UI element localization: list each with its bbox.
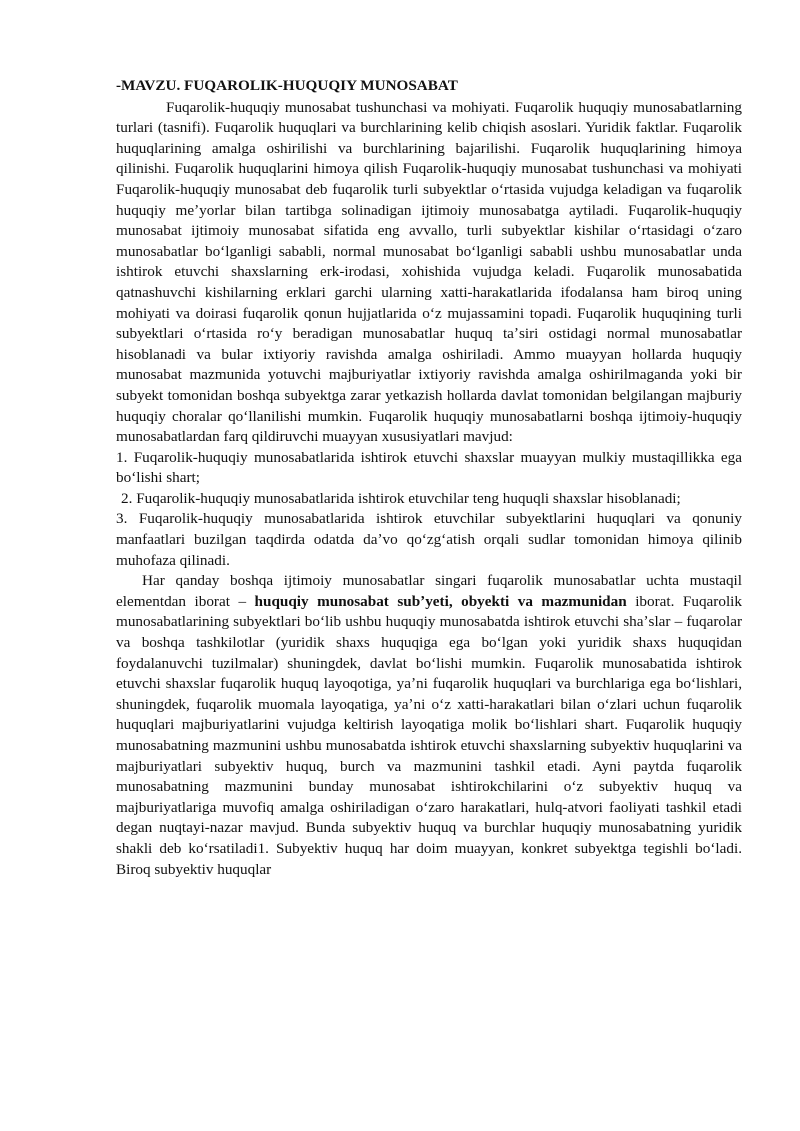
paragraph-elements-rest: iborat. Fuqarolik munosabatlarining subyektlari boʻlib ushbu huquqiy munosabatda ishtirok etuvchi shaʼslar – fuqarolar va boshqa tashkilotlar (yuridik shaxs huquqiga ega boʻlgan yoki yuridik shaxs huquqidan foydalanuvchi tuzilmalar) shuningdek, davlat boʻlishi mumkin. Fuqarolik munosabatida ishtirok etuvchi shaxslar fuqarolik huquq layoqotiga, yaʼni fuqarolik huquqlari va burchlariga ega boʻlishlari, shuningdek, fuqarolik muomala layoqatiga, yaʼni oʻz xatti-harakatlari bilan oʻzlari uchun fuqarolik huquqlari majburiyatlarini vujudga keltirish layoqatiga molik boʻlishlari shart. Fuqarolik huquqiy munosabatning mazmunini ushbu munosabatda ishtirok etuvchi shaxslarning subyektiv huquqlarini va majburiyatlari subyektiv huquq, burch va mazmunini tashkil etadi. Ayni paytda fuqarolik munosabatning mazmunini bunday munosabat ishtirokchilarini oʻz subyektiv huquq va majburiyatlariga muvofiq amalga oshiriladigan oʻzaro harakatlari, hulq-atvori faoliyati tashkil etadi degan nuqtayi-nazar mavjud. Bunda subyektiv huquq va burchlar huquqiy munosabatning yuridik shakli deb koʻrsatiladi1. Subyektiv huquq har doim muayyan, konkret subyektga tegishli boʻladi. Biroq subyektiv huquqlar [116, 592, 742, 878]
document-page [116, 76, 742, 880]
list-item-3: 3. Fuqarolik-huquqiy munosabatlarida ishtirok etuvchilar subyektlarini huquqlari va qonuniy manfaatlari buzilgan taqdirda odatda daʼvo qoʻzgʻatish orqali sudlar tomonidan himoya qilinib muhofaza qilinadi. [116, 510, 742, 569]
list-item-1: 1. Fuqarolik-huquqiy munosabatlarida ishtirok etuvchi shaxslar muayyan mulkiy mustaqillikka ega boʻlishi shart; [116, 448, 742, 487]
paragraph-elements-bold: huquqiy munosabat subʼyeti, obyekti va mazmunidan [254, 592, 627, 610]
list-item-2: 2. Fuqarolik-huquqiy munosabatlarida ishtirok etuvchilar teng huquqli shaxslar hisoblanadi; [121, 489, 681, 507]
paragraph-intro: Fuqarolik-huquqiy munosabat tushunchasi va mohiyati. Fuqarolik huquqiy munosabatlarning turlari (tasnifi). Fuqarolik huquqlari va burchlarining kelib chiqish asoslari. Yuridik faktlar. Fuqarolik huquqlarining amalga oshirilishi va burchlarining bajarilishi. Fuqarolik huquqlarining himoya qilinishi. Fuqarolik huquqlarini himoya qilish Fuqarolik-huquqiy munosabat tushunchasi va mohiyati Fuqarolik-huquqiy munosabat deb fuqarolik turli subyektlar oʻrtasida vujudga keladigan va fuqarolik huquqiy meʼyorlar bilan tartibga solinadigan ijtimoiy munosabatga aytiladi. Fuqarolik-huquqiy munosabat ijtimoiy munosabat sifatida eng avvallo, turli subyektlar kishilar oʻrtasidagi oʻzaro munosabatlar boʻlganligi sababli, normal munosabat boʻlganligi sababli ushbu munosabatlar unda ishtirok etuvchi shaxslarning erk-irodasi, xohishida vujudga keladi. Fuqarolik munosabatida qatnashuvchi kishilarning erklari garchi ularning xatti-harakatlarida ifodalansa ham biroq uning mohiyati va doirasi fuqarolik qonun hujjatlarida oʻz mujassamini topadi. Fuqarolik huquqining turli subyektlari oʻrtasida roʻy beradigan munosabatlar huquq taʼsiri ostidagi normal munosabatlar hisoblanadi va bular ixtiyoriy ravishda amalga oshiriladi. Ammo muayyan hollarda huquqiy munosabat mazmunida yotuvchi majburiyatlar ixtiyoriy ravishda amalga oshirilmaganda yoki bir subyekt tomonidan boshqa subyektga zarar yetkazish hollarda davlat tomonidan belgilangan majburiy huquqiy choralar qoʻllanilishi mumkin. Fuqarolik huquqiy munosabatlarni boshqa ijtimoiy-huquqiy munosabatlardan farq qildiruvchi muayyan xususiyatlari mavjud: [116, 98, 742, 446]
document-title: -MAVZU. FUQAROLIK-HUQUQIY MUNOSABAT [116, 77, 458, 94]
paragraph-elements-start: Har qanday boshqa ijtimoiy munosabatlar singari fuqarolik munosabatlar uchta mustaqil elementdan iborat – [116, 572, 742, 610]
paragraph-elements [116, 571, 742, 880]
